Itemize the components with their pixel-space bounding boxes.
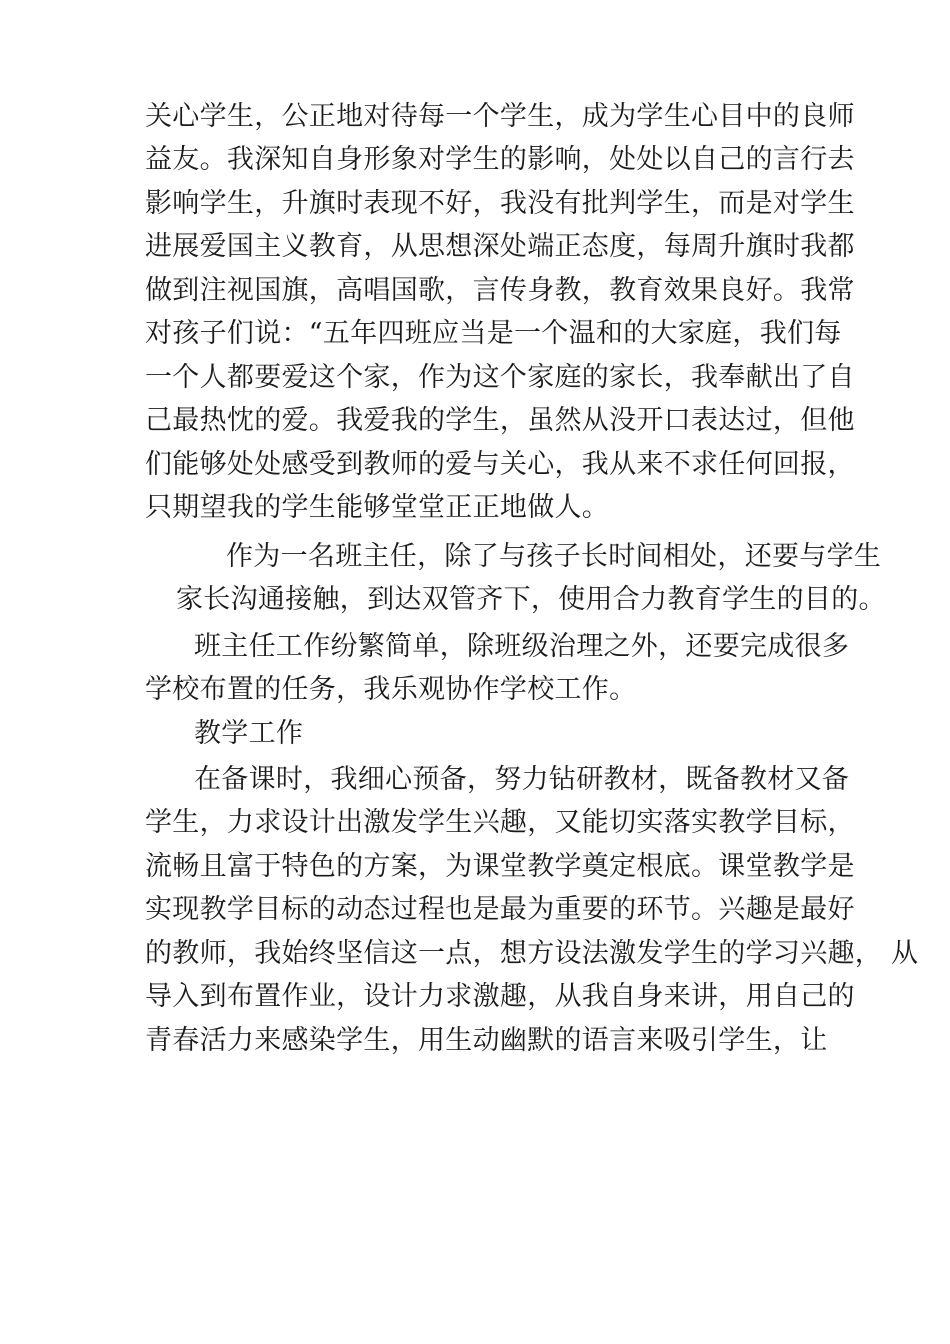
text-line: 的教师，我始终坚信这一点，想方设法激发学生的学习兴趣， 从 [145,938,919,969]
text-line: 班主任工作纷繁简单，除班级治理之外，还要完成很多 [194,631,850,662]
text-line: 在备课时，我细心预备，努力钻研教材，既备教材又备 [194,764,850,795]
text-line: 实现教学目标的动态过程也是最为重要的环节。兴趣是最好 [145,894,855,925]
text-line: 家长沟通接触，到达双管齐下，使用合力教育学生的目的。 [176,584,886,615]
text-line: 一个人都要爱这个家，作为这个家庭的家长，我奉献出了自 [145,362,855,393]
text-line: 己最热忱的爱。我爱我的学生，虽然从没开口表达过，但他 [145,405,855,436]
text-line: 们能够处处感受到教师的爱与关心，我从来不求任何回报， [145,449,855,480]
text-line: 只期望我的学生能够堂堂正正地做人。 [145,492,610,523]
text-line: 对孩子们说：“五年四班应当是一个温和的大家庭，我们每 [145,318,842,349]
text-line: 进展爱国主义教育，从思想深处端正态度，每周升旗时我都 [145,231,855,262]
text-line: 青春活力来感染学生，用生动幽默的语言来吸引学生，让 [145,1025,828,1056]
text-line: 学校布置的任务，我乐观协作学校工作。 [145,674,637,705]
text-line: 作为一名班主任，除了与孩子长时间相处，还要与学生 [226,541,882,572]
section-heading: 教学工作 [194,718,304,749]
text-line: 关心学生，公正地对待每一个学生，成为学生心目中的良师 [145,101,855,132]
text-line: 做到注视国旗，高唱国歌，言传身教，教育效果良好。我常 [145,275,855,306]
text-line: 学生，力求设计出激发学生兴趣，又能切实落实教学目标， [145,807,855,838]
text-line: 影响学生，升旗时表现不好，我没有批判学生，而是对学生 [145,188,855,219]
text-line: 导入到布置作业，设计力求激趣，从我自身来讲，用自己的 [145,981,855,1012]
text-line: 流畅且富于特色的方案，为课堂教学奠定根底。课堂教学是 [145,851,855,882]
text-line: 益友。我深知自身形象对学生的影响，处处以自己的言行去 [145,144,855,175]
